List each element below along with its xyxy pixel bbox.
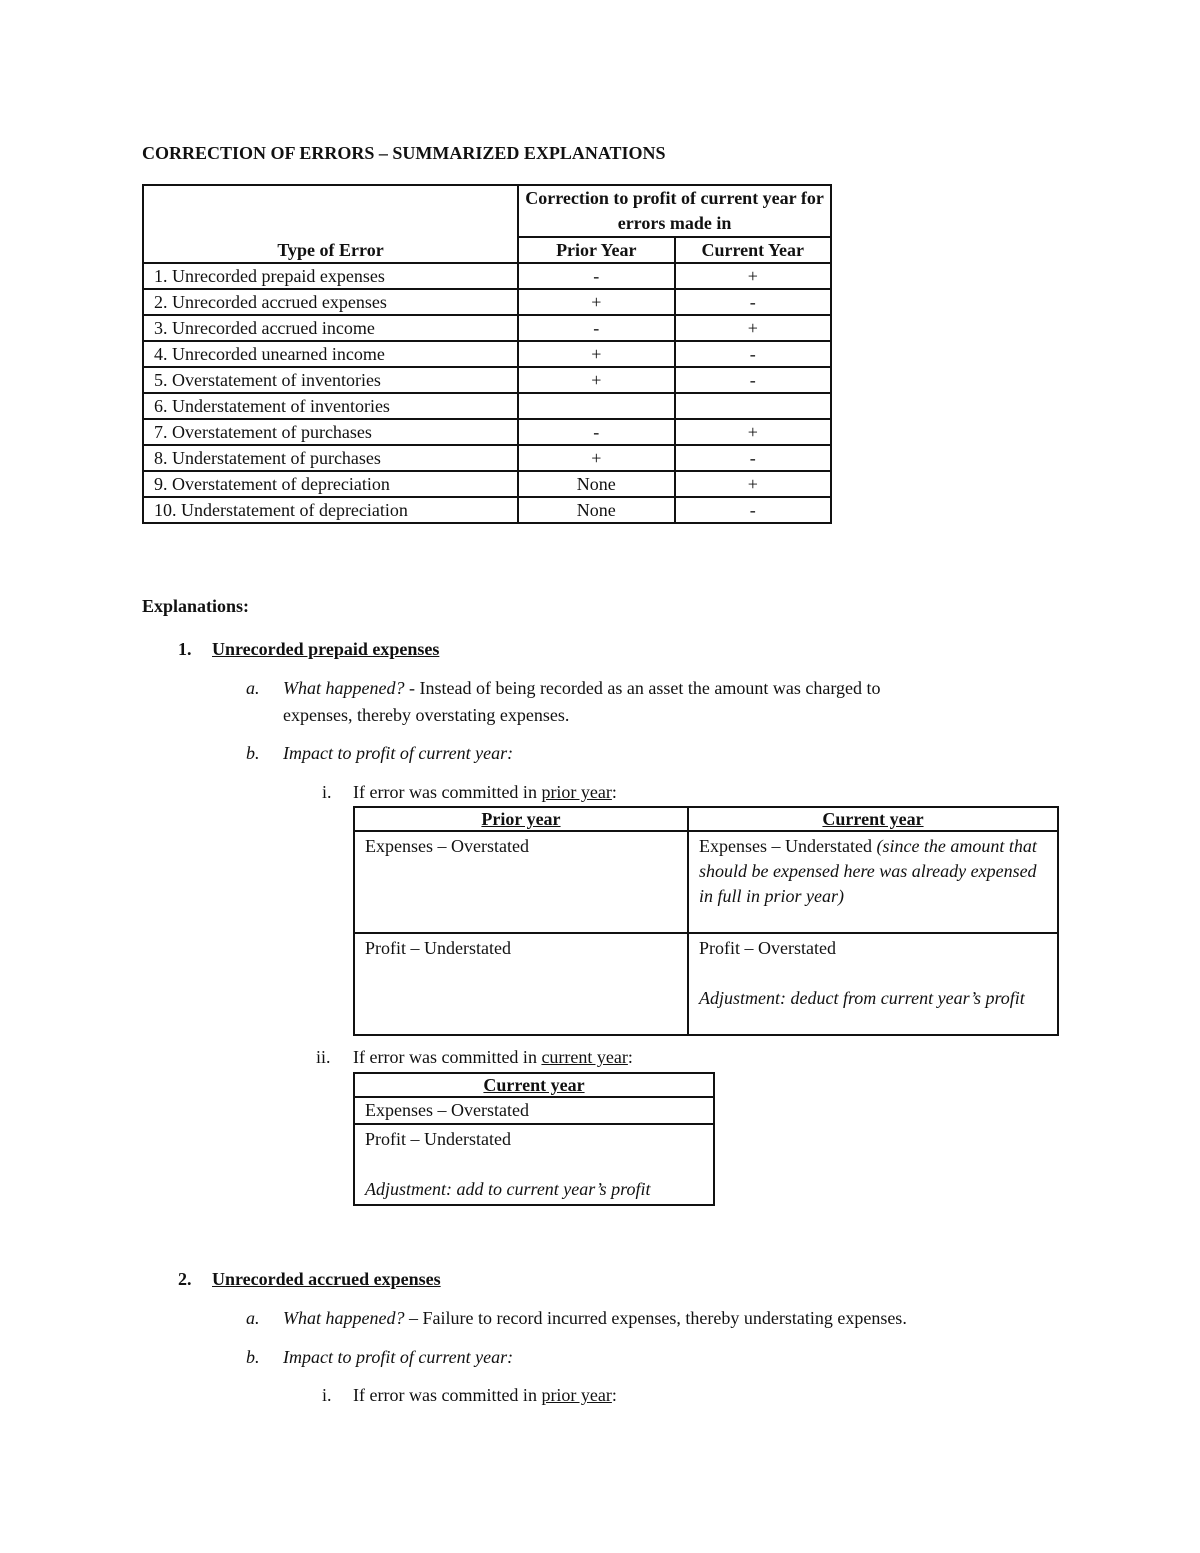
current-year-cell: + [675,471,831,497]
current-year-cell: - [675,289,831,315]
prior-year-term: prior year [541,782,612,802]
prior-year-cell [518,393,674,419]
error-type: 5. Overstatement of inventories [143,367,518,393]
what-happened-description: - Instead of being recorded as an asset the amount was charged to [404,678,881,698]
current-year-cell: + [675,263,831,289]
expenses-cell: Expenses – Overstated [354,1097,714,1124]
case-label: If error was committed in [353,782,542,802]
prior-year-cell: + [518,445,674,471]
item-marker-i: i. [322,1385,332,1405]
case-label: If error was committed in [353,1047,542,1067]
table-row [354,933,1058,1035]
expenses-prior-cell: Expenses – Overstated [354,831,688,933]
prior-year-cell: None [518,471,674,497]
table-row [143,419,831,445]
what-happened-text [283,678,880,699]
what-happened-continued: expenses, thereby overstating expenses. [283,705,570,725]
colon: : [611,1385,617,1405]
error-type: 3. Unrecorded accrued income [143,315,518,341]
prior-year-header: Prior Year [518,237,674,263]
prior-year-cell: None [518,497,674,523]
prior-year-column-header: Prior year [354,807,688,831]
item-marker-b: b. [246,743,260,763]
impact-label: Impact to profit of current year: [283,743,514,763]
adjustment-note: Adjustment: add to current year’s profit [365,1179,651,1199]
section-2-heading: Unrecorded accrued expenses [212,1269,441,1289]
current-year-column-header: Current year [688,807,1058,831]
profit-cell [354,1124,714,1205]
item-marker-a: a. [246,1308,260,1328]
profit-status: Profit – Understated [365,1129,511,1149]
expenses-current-status: Expenses – Understated [699,836,877,856]
table-row [143,393,831,419]
current-year-column-header: Current year [354,1073,714,1097]
prior-year-cell: + [518,367,674,393]
colon: : [627,1047,633,1067]
table-row [143,341,831,367]
current-year-impact-table [353,1072,715,1206]
table-row [143,263,831,289]
profit-prior-cell: Profit – Understated [354,933,688,1035]
table-row [143,289,831,315]
profit-current-cell [688,933,1058,1035]
prior-year-cell: - [518,263,674,289]
current-year-case-text [353,1047,633,1068]
what-happened-label: What happened? [283,1308,405,1328]
prior-year-term: prior year [541,1385,612,1405]
current-year-cell: + [675,419,831,445]
error-type: 4. Unrecorded unearned income [143,341,518,367]
table-row [143,497,831,523]
current-year-cell: - [675,497,831,523]
current-year-cell: - [675,445,831,471]
what-happened-text [283,1308,907,1329]
what-happened-description: – Failure to record incurred expenses, thereby understating expenses. [404,1308,907,1328]
error-type: 2. Unrecorded accrued expenses [143,289,518,315]
what-happened-label: What happened? [283,678,405,698]
item-marker-ii: ii. [316,1047,331,1067]
error-type: 9. Overstatement of depreciation [143,471,518,497]
error-type: 1. Unrecorded prepaid expenses [143,263,518,289]
expenses-current-cell [688,831,1058,933]
adjustment-note: Adjustment: deduct from current year’s profit [699,988,1025,1008]
error-type: 6. Understatement of inventories [143,393,518,419]
table-row [354,1097,714,1124]
current-year-header: Current Year [675,237,831,263]
error-type: 8. Understatement of purchases [143,445,518,471]
prior-year-cell: + [518,341,674,367]
profit-current-status: Profit – Overstated [699,938,836,958]
type-header: Type of Error [143,185,518,263]
prior-year-cell: - [518,419,674,445]
item-marker-b: b. [246,1347,260,1367]
prior-year-case-text [353,782,617,803]
impact-label: Impact to profit of current year: [283,1347,514,1367]
colon: : [611,782,617,802]
prior-year-impact-table [353,806,1059,1036]
prior-year-cell: + [518,289,674,315]
current-year-cell [675,393,831,419]
error-type: 7. Overstatement of purchases [143,419,518,445]
table-row [354,1124,714,1205]
current-year-cell: - [675,341,831,367]
table-row [143,367,831,393]
section-1-number: 1. [178,639,192,659]
table-row [143,315,831,341]
current-year-cell: + [675,315,831,341]
table-row [143,445,831,471]
group-header: Correction to profit of current year for errors made in [518,185,831,237]
current-year-cell: - [675,367,831,393]
section-1-heading: Unrecorded prepaid expenses [212,639,440,659]
table-row [143,471,831,497]
explanations-heading: Explanations: [142,596,250,616]
expenses-current-note: (since the amount that should be expensed here was already expensed in full in prior year) [699,836,1037,906]
error-type: 10. Understatement of depreciation [143,497,518,523]
item-marker-a: a. [246,678,260,698]
prior-year-case-text [353,1385,617,1406]
current-year-term: current year [541,1047,628,1067]
page-title: CORRECTION OF ERRORS – SUMMARIZED EXPLANATIONS [142,143,666,163]
section-2-number: 2. [178,1269,192,1289]
table-row [354,831,1058,933]
case-label: If error was committed in [353,1385,542,1405]
prior-year-cell: - [518,315,674,341]
item-marker-i: i. [322,782,332,802]
summary-table [142,184,832,524]
